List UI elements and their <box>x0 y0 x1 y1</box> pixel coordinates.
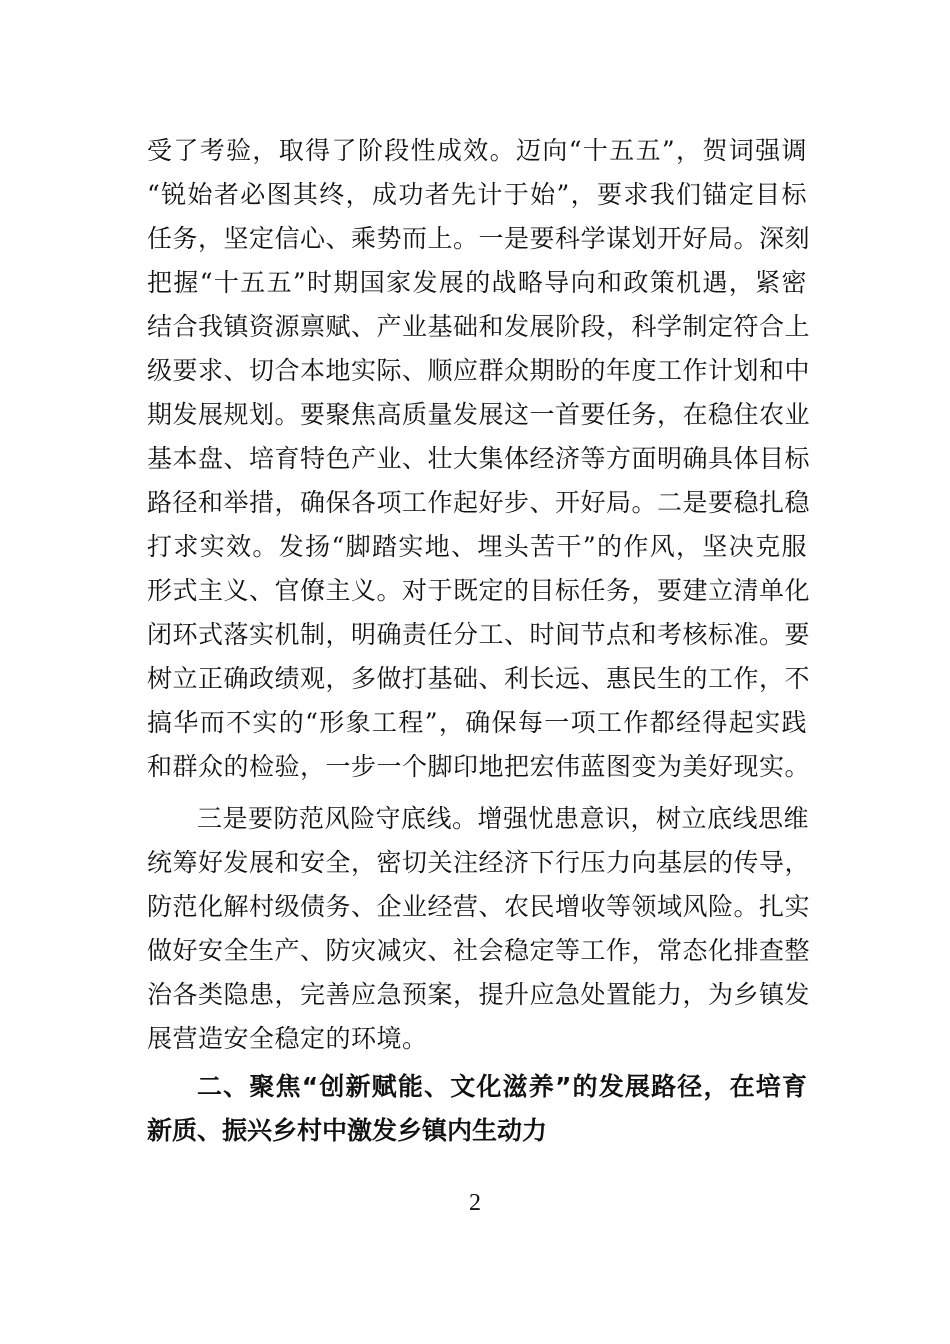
section-heading-line-1: 二、聚焦“创新赋能、文化滋养”的发展路径，在培育 <box>197 1072 807 1101</box>
paragraph-1-line-9: 路径和举措，确保各项工作起好步、开好局。二是要稳扎稳 <box>147 488 811 517</box>
paragraph-2-line-1: 三是要防范风险守底线。增强忧患意识，树立底线思维 <box>197 804 810 833</box>
paragraph-1-line-3: 任务，坚定信心、乘势而上。一是要科学谋划开好局。深刻 <box>147 224 811 253</box>
paragraph-1-line-11: 形式主义、官僚主义。对于既定的目标任务，要建立清单化 <box>147 576 811 605</box>
paragraph-1-line-14: 搞华而不实的“形象工程”，确保每一项工作都经得起实践 <box>147 708 807 737</box>
paragraph-1-line-7: 期发展规划。要聚焦高质量发展这一首要任务，在稳住农业 <box>147 400 811 429</box>
paragraph-1-line-13: 树立正确政绩观，多做打基础、利长远、惠民生的工作，不 <box>147 664 811 693</box>
paragraph-2-line-3: 防范化解村级债务、企业经营、农民增收等领域风险。扎实 <box>147 892 811 921</box>
paragraph-1-line-8: 基本盘、培育特色产业、壮大集体经济等方面明确具体目标 <box>147 444 811 473</box>
paragraph-1-line-12: 闭环式落实机制，明确责任分工、时间节点和考核标准。要 <box>147 620 811 649</box>
paragraph-1-line-1: 受了考验，取得了阶段性成效。迈向“十五五”，贺词强调 <box>147 136 807 165</box>
paragraph-2-line-4: 做好安全生产、防灾减灾、社会稳定等工作，常态化排查整 <box>147 936 811 965</box>
page-number: 2 <box>469 1190 481 1216</box>
paragraph-1-line-15: 和群众的检验，一步一个脚印地把宏伟蓝图变为美好现实。 <box>147 752 811 781</box>
paragraph-1-line-10: 打求实效。发扬“脚踏实地、埋头苦干”的作风，坚决克服 <box>147 532 807 561</box>
paragraph-1-line-2: “锐始者必图其终，成功者先计于始”，要求我们锚定目标 <box>147 180 807 209</box>
paragraph-2-line-2: 统筹好发展和安全，密切关注经济下行压力向基层的传导， <box>147 848 811 877</box>
paragraph-1-line-5: 结合我镇资源禀赋、产业基础和发展阶段，科学制定符合上 <box>147 312 811 341</box>
paragraph-1-line-4: 把握“十五五”时期国家发展的战略导向和政策机遇，紧密 <box>147 268 807 297</box>
paragraph-2-line-5: 治各类隐患，完善应急预案，提升应急处置能力，为乡镇发 <box>147 980 811 1009</box>
paragraph-2-line-6: 展营造安全稳定的环境。 <box>147 1024 428 1053</box>
section-heading-line-2: 新质、振兴乡村中激发乡镇内生动力 <box>147 1116 548 1145</box>
paragraph-1-line-6: 级要求、切合本地实际、顺应群众期盼的年度工作计划和中 <box>147 356 811 385</box>
